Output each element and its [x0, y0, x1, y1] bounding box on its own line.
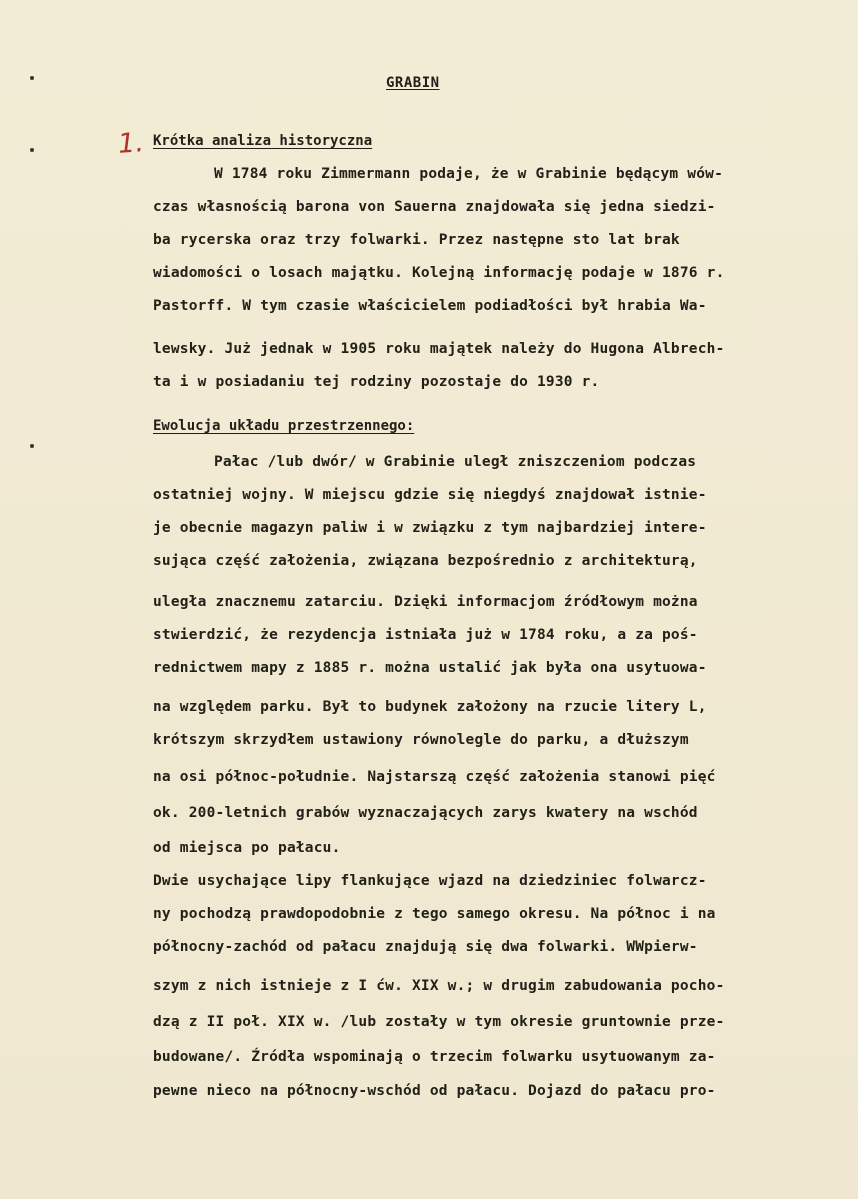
section-heading-evolution: Ewolucja układu przestrzennego:	[153, 418, 415, 434]
binder-hole-mark	[30, 148, 34, 152]
text-line: północny-zachód od pałacu znajdują się dwa folwarki. WWpierw-	[153, 939, 698, 955]
handwritten-section-number: 1.	[116, 127, 145, 160]
binder-hole-mark	[30, 444, 34, 448]
binder-hole-mark	[30, 76, 34, 80]
text-line: szym z nich istnieje z I ćw. XIX w.; w drugim zabudowania pocho-	[153, 978, 725, 994]
text-line: uległa znacznemu zatarciu. Dzięki informacjom źródłowym można	[153, 594, 698, 610]
text-line: ny pochodzą prawdopodobnie z tego samego okresu. Na północ i na	[153, 906, 716, 922]
text-line: je obecnie magazyn paliw i w związku z tym najbardziej intere-	[153, 520, 707, 536]
text-line: od miejsca po pałacu.	[153, 840, 341, 856]
text-line: czas własnością barona von Sauerna znajdowała się jedna siedzi-	[153, 199, 716, 215]
text-line: wiadomości o losach majątku. Kolejną informację podaje w 1876 r.	[153, 265, 725, 281]
text-line: ostatniej wojny. W miejscu gdzie się niegdyś znajdował istnie-	[153, 487, 707, 503]
text-line: rednictwem mapy z 1885 r. można ustalić jak była ona usytuowa-	[153, 660, 707, 676]
text-line: na osi północ-południe. Najstarszą część założenia stanowi pięć	[153, 769, 716, 785]
text-line: ta i w posiadaniu tej rodziny pozostaje do 1930 r.	[153, 374, 600, 390]
text-line: lewsky. Już jednak w 1905 roku majątek należy do Hugona Albrech-	[153, 341, 725, 357]
text-line: ba rycerska oraz trzy folwarki. Przez następne sto lat brak	[153, 232, 680, 248]
text-line: na względem parku. Był to budynek założony na rzucie litery L,	[153, 699, 707, 715]
text-line: Pastorff. W tym czasie właścicielem podiadłości był hrabia Wa-	[153, 298, 707, 314]
text-line: krótszym skrzydłem ustawiony równolegle do parku, a dłuższym	[153, 732, 689, 748]
text-line: pewne nieco na północny-wschód od pałacu. Dojazd do pałacu pro-	[153, 1083, 716, 1099]
text-line: W 1784 roku Zimmermann podaje, że w Grabinie będącym wów-	[214, 166, 723, 182]
text-line: ok. 200-letnich grabów wyznaczających zarys kwatery na wschód	[153, 805, 698, 821]
text-line: sująca część założenia, związana bezpośrednio z architekturą,	[153, 553, 698, 569]
section-heading-history: Krótka analiza historyczna	[153, 133, 373, 149]
text-line: Dwie usychające lipy flankujące wjazd na dziedziniec folwarcz-	[153, 873, 707, 889]
text-line: stwierdzić, że rezydencja istniała już w 1784 roku, a za poś-	[153, 627, 698, 643]
text-line: budowane/. Źródła wspominają o trzecim folwarku usytuowanym za-	[153, 1049, 716, 1065]
text-line: Pałac /lub dwór/ w Grabinie uległ zniszczeniom podczas	[214, 454, 697, 470]
text-line: dzą z II poł. XIX w. /lub zostały w tym okresie gruntownie prze-	[153, 1014, 725, 1030]
document-title: GRABIN	[386, 75, 440, 91]
